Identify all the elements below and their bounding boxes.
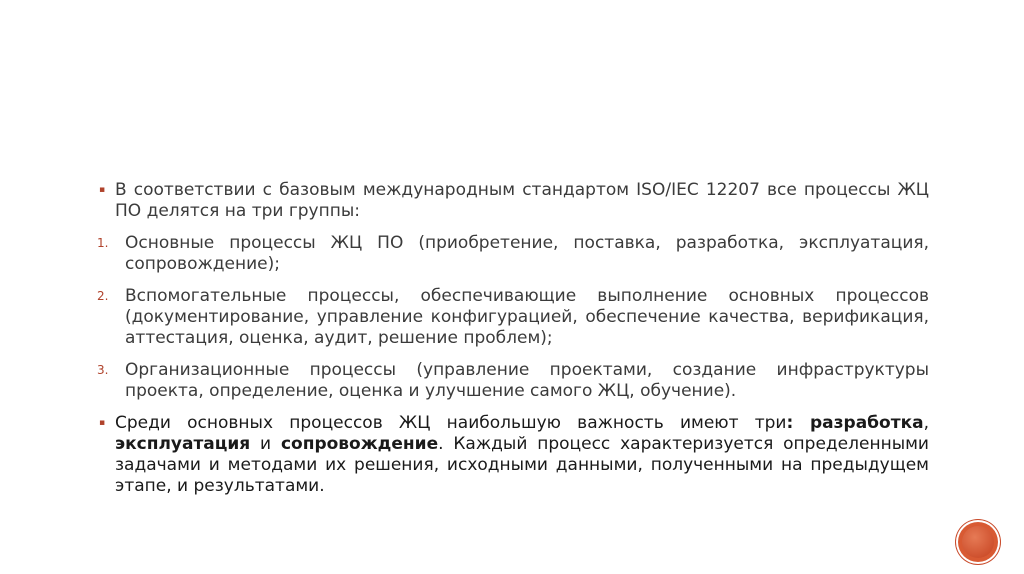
text-part: . Каждый процесс характеризуется определенными задачами и методами их решения, исходными данными, полученными на предыдущем этапе, и результатами. [115,434,929,496]
item-number-2: 2. [97,289,109,303]
numbered-text-support-processes: Вспомогательные процессы, обеспечивающие выполнение основных процессов (документирование, управление конфигурацией, обеспечение качества, верификация, аттестация, оценка, аудит, решение проблем); [125,286,929,348]
badge-inner-circle [962,526,994,558]
item-number-3: 3. [97,363,109,377]
numbered-item-support-processes [97,286,929,349]
bold-development: : разработка [786,413,924,433]
bullet-text-standard: В соответствии с базовым международным стандартом ISO/IEC 12207 все процессы ЖЦ ПО делятся на три группы: [115,180,929,221]
square-bullet-icon: ▪ [99,418,106,428]
text-part: и [250,434,281,454]
bullet-text-key-processes [115,413,929,497]
slide-number-badge-icon [958,522,998,562]
numbered-item-main-processes [97,233,929,275]
bullet-item-key-processes [97,413,929,497]
numbered-item-org-processes [97,360,929,402]
square-bullet-icon: ▪ [99,185,106,195]
bold-maintenance: сопровождение [280,434,439,454]
bold-operation: эксплуатация [115,434,251,454]
bullet-item-standard [97,180,929,222]
item-number-1: 1. [97,236,109,250]
numbered-text-org-processes: Организационные процессы (управление проектами, создание инфраструктуры проекта, определение, оценка и улучшение самого ЖЦ, обучение). [125,360,929,401]
numbered-text-main-processes: Основные процессы ЖЦ ПО (приобретение, поставка, разработка, эксплуатация, сопровождение); [125,233,929,274]
slide-body [97,180,929,508]
text-part: Среди основных процессов ЖЦ наибольшую важность имеют три [115,413,787,433]
text-part: , [923,413,929,433]
